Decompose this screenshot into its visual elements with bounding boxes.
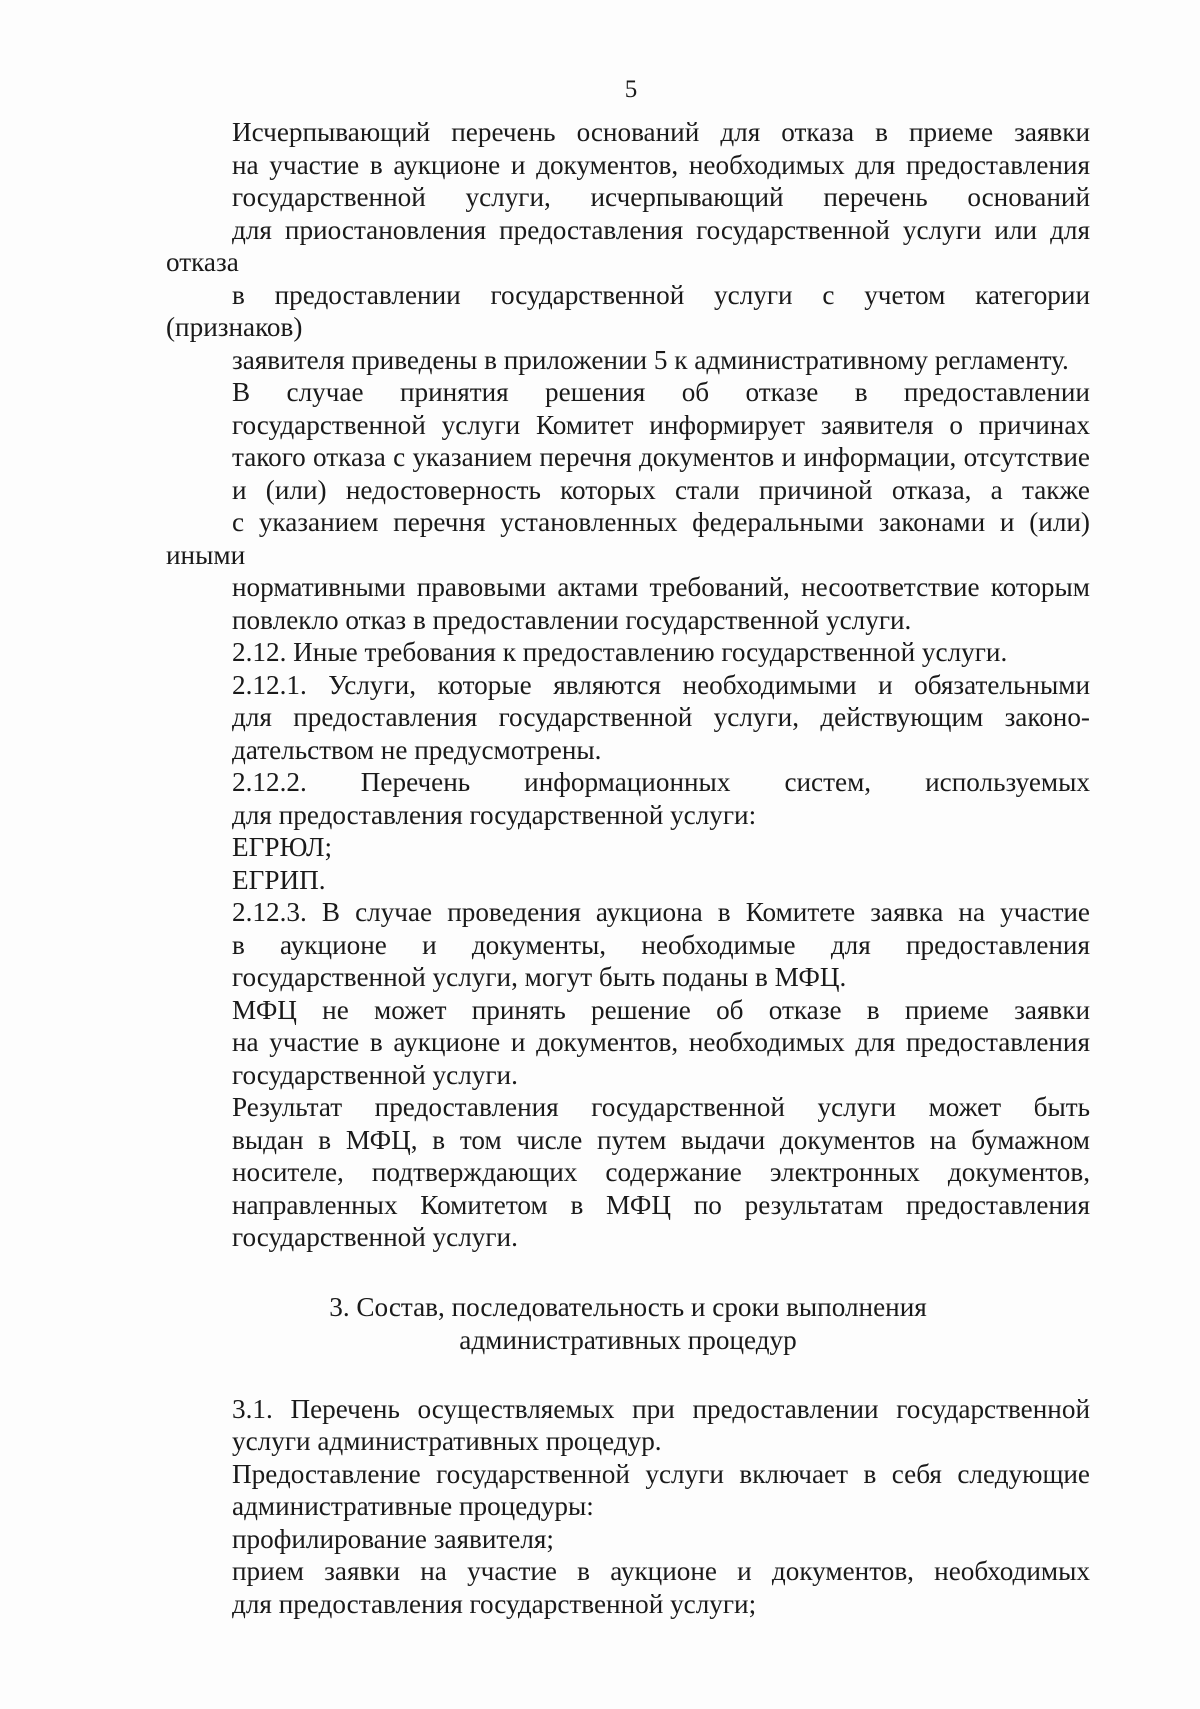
procedure-item — [166, 1523, 1090, 1556]
text-line: в аукционе и документы, необходимые для предоставления — [232, 929, 1090, 960]
text-line: 2.12.2. Перечень информационных систем, используемых — [232, 767, 1090, 797]
text-line: для приостановления предоставления государственной услуги или для отказа — [166, 214, 1090, 277]
text-line: государственной услуги. — [232, 1222, 518, 1252]
text-line: Предоставление государственной услуги включает в себя следующие — [232, 1458, 1090, 1489]
text-line: 2.12.1. Услуги, которые являются необходимыми и обязательными — [232, 669, 1090, 700]
text-line: носителе, подтверждающих содержание электронных документов, — [232, 1157, 1090, 1187]
text-line: для предоставления государственной услуги: — [232, 799, 757, 830]
paragraph-mfc — [166, 994, 1090, 1092]
text-line: Исчерпывающий перечень оснований для отказа в приеме заявки — [232, 117, 1090, 147]
text-line: государственной услуги. — [232, 1059, 518, 1090]
text-line: дательством не предусмотрены. — [232, 734, 602, 765]
heading-line: 3. Состав, последовательность и сроки выполнения — [329, 1291, 927, 1322]
text-line: административные процедуры: — [232, 1491, 594, 1521]
text-line: государственной услуги, могут быть поданы в МФЦ. — [232, 962, 847, 992]
document-body — [166, 116, 1090, 1620]
information-system-egrip — [166, 864, 1090, 897]
text-line: в предоставлении государственной услуги с учетом категории (признаков) — [166, 279, 1090, 342]
clause-3-1 — [166, 1393, 1090, 1458]
paragraph-refusal-grounds — [166, 116, 1090, 376]
text-line: государственной услуги Комитет информирует заявителя о причинах — [232, 409, 1090, 440]
paragraph-refusal-notice — [166, 376, 1090, 636]
paragraph-procedures-intro — [166, 1458, 1090, 1523]
text-line: заявителя приведены в приложении 5 к административному регламенту. — [232, 344, 1069, 375]
text-line: Результат предоставления государственной услуги может быть — [232, 1092, 1090, 1122]
heading-line: административных процедур — [459, 1324, 797, 1355]
clause-2-12-3 — [166, 896, 1090, 994]
text-line: прием заявки на участие в аукционе и документов, необходимых — [232, 1556, 1090, 1586]
text-line: ЕГРЮЛ; — [232, 832, 333, 862]
text-line: 3.1. Перечень осуществляемых при предоставлении государственной — [232, 1393, 1090, 1424]
text-line: на участие в аукционе и документов, необходимых для предоставления — [232, 149, 1090, 180]
procedure-item — [166, 1555, 1090, 1620]
text-line: государственной услуги, исчерпывающий перечень оснований — [232, 182, 1090, 212]
text-line: направленных Комитетом в МФЦ по результатам предоставления — [232, 1189, 1090, 1220]
text-line: выдан в МФЦ, в том числе путем выдачи документов на бумажном — [232, 1124, 1090, 1155]
text-line: такого отказа с указанием перечня документов и информации, отсутствие — [232, 442, 1090, 472]
clause-2-12-2 — [166, 766, 1090, 831]
clause-2-12-1 — [166, 669, 1090, 767]
text-line: 2.12. Иные требования к предоставлению государственной услуги. — [232, 637, 1008, 667]
text-line: В случае принятия решения об отказе в предоставлении — [232, 377, 1090, 407]
text-line: и (или) недостоверность которых стали причиной отказа, а также — [232, 474, 1090, 505]
text-line: для предоставления государственной услуги; — [232, 1588, 757, 1619]
text-line: с указанием перечня установленных федеральными законами и (или) иными — [166, 507, 1090, 570]
paragraph-result — [166, 1091, 1090, 1254]
text-line: 2.12.3. В случае проведения аукциона в Комитете заявка на участие — [232, 897, 1090, 927]
text-line: услуги административных процедур. — [232, 1426, 662, 1456]
text-line: для предоставления государственной услуги, действующим законо- — [232, 702, 1090, 732]
information-system-egrul — [166, 831, 1090, 864]
text-line: МФЦ не может принять решение об отказе в приеме заявки — [232, 994, 1090, 1025]
text-line: нормативными правовыми актами требований, несоответствие которым — [232, 572, 1090, 602]
text-line: повлекло отказ в предоставлении государственной услуги. — [232, 604, 912, 635]
text-line: профилирование заявителя; — [232, 1523, 554, 1554]
clause-2-12 — [166, 636, 1090, 669]
section-3-heading — [166, 1291, 1090, 1357]
text-line: на участие в аукционе и документов, необходимых для предоставления — [232, 1027, 1090, 1057]
text-line: ЕГРИП. — [232, 864, 326, 895]
page-number: 5 — [624, 76, 638, 103]
